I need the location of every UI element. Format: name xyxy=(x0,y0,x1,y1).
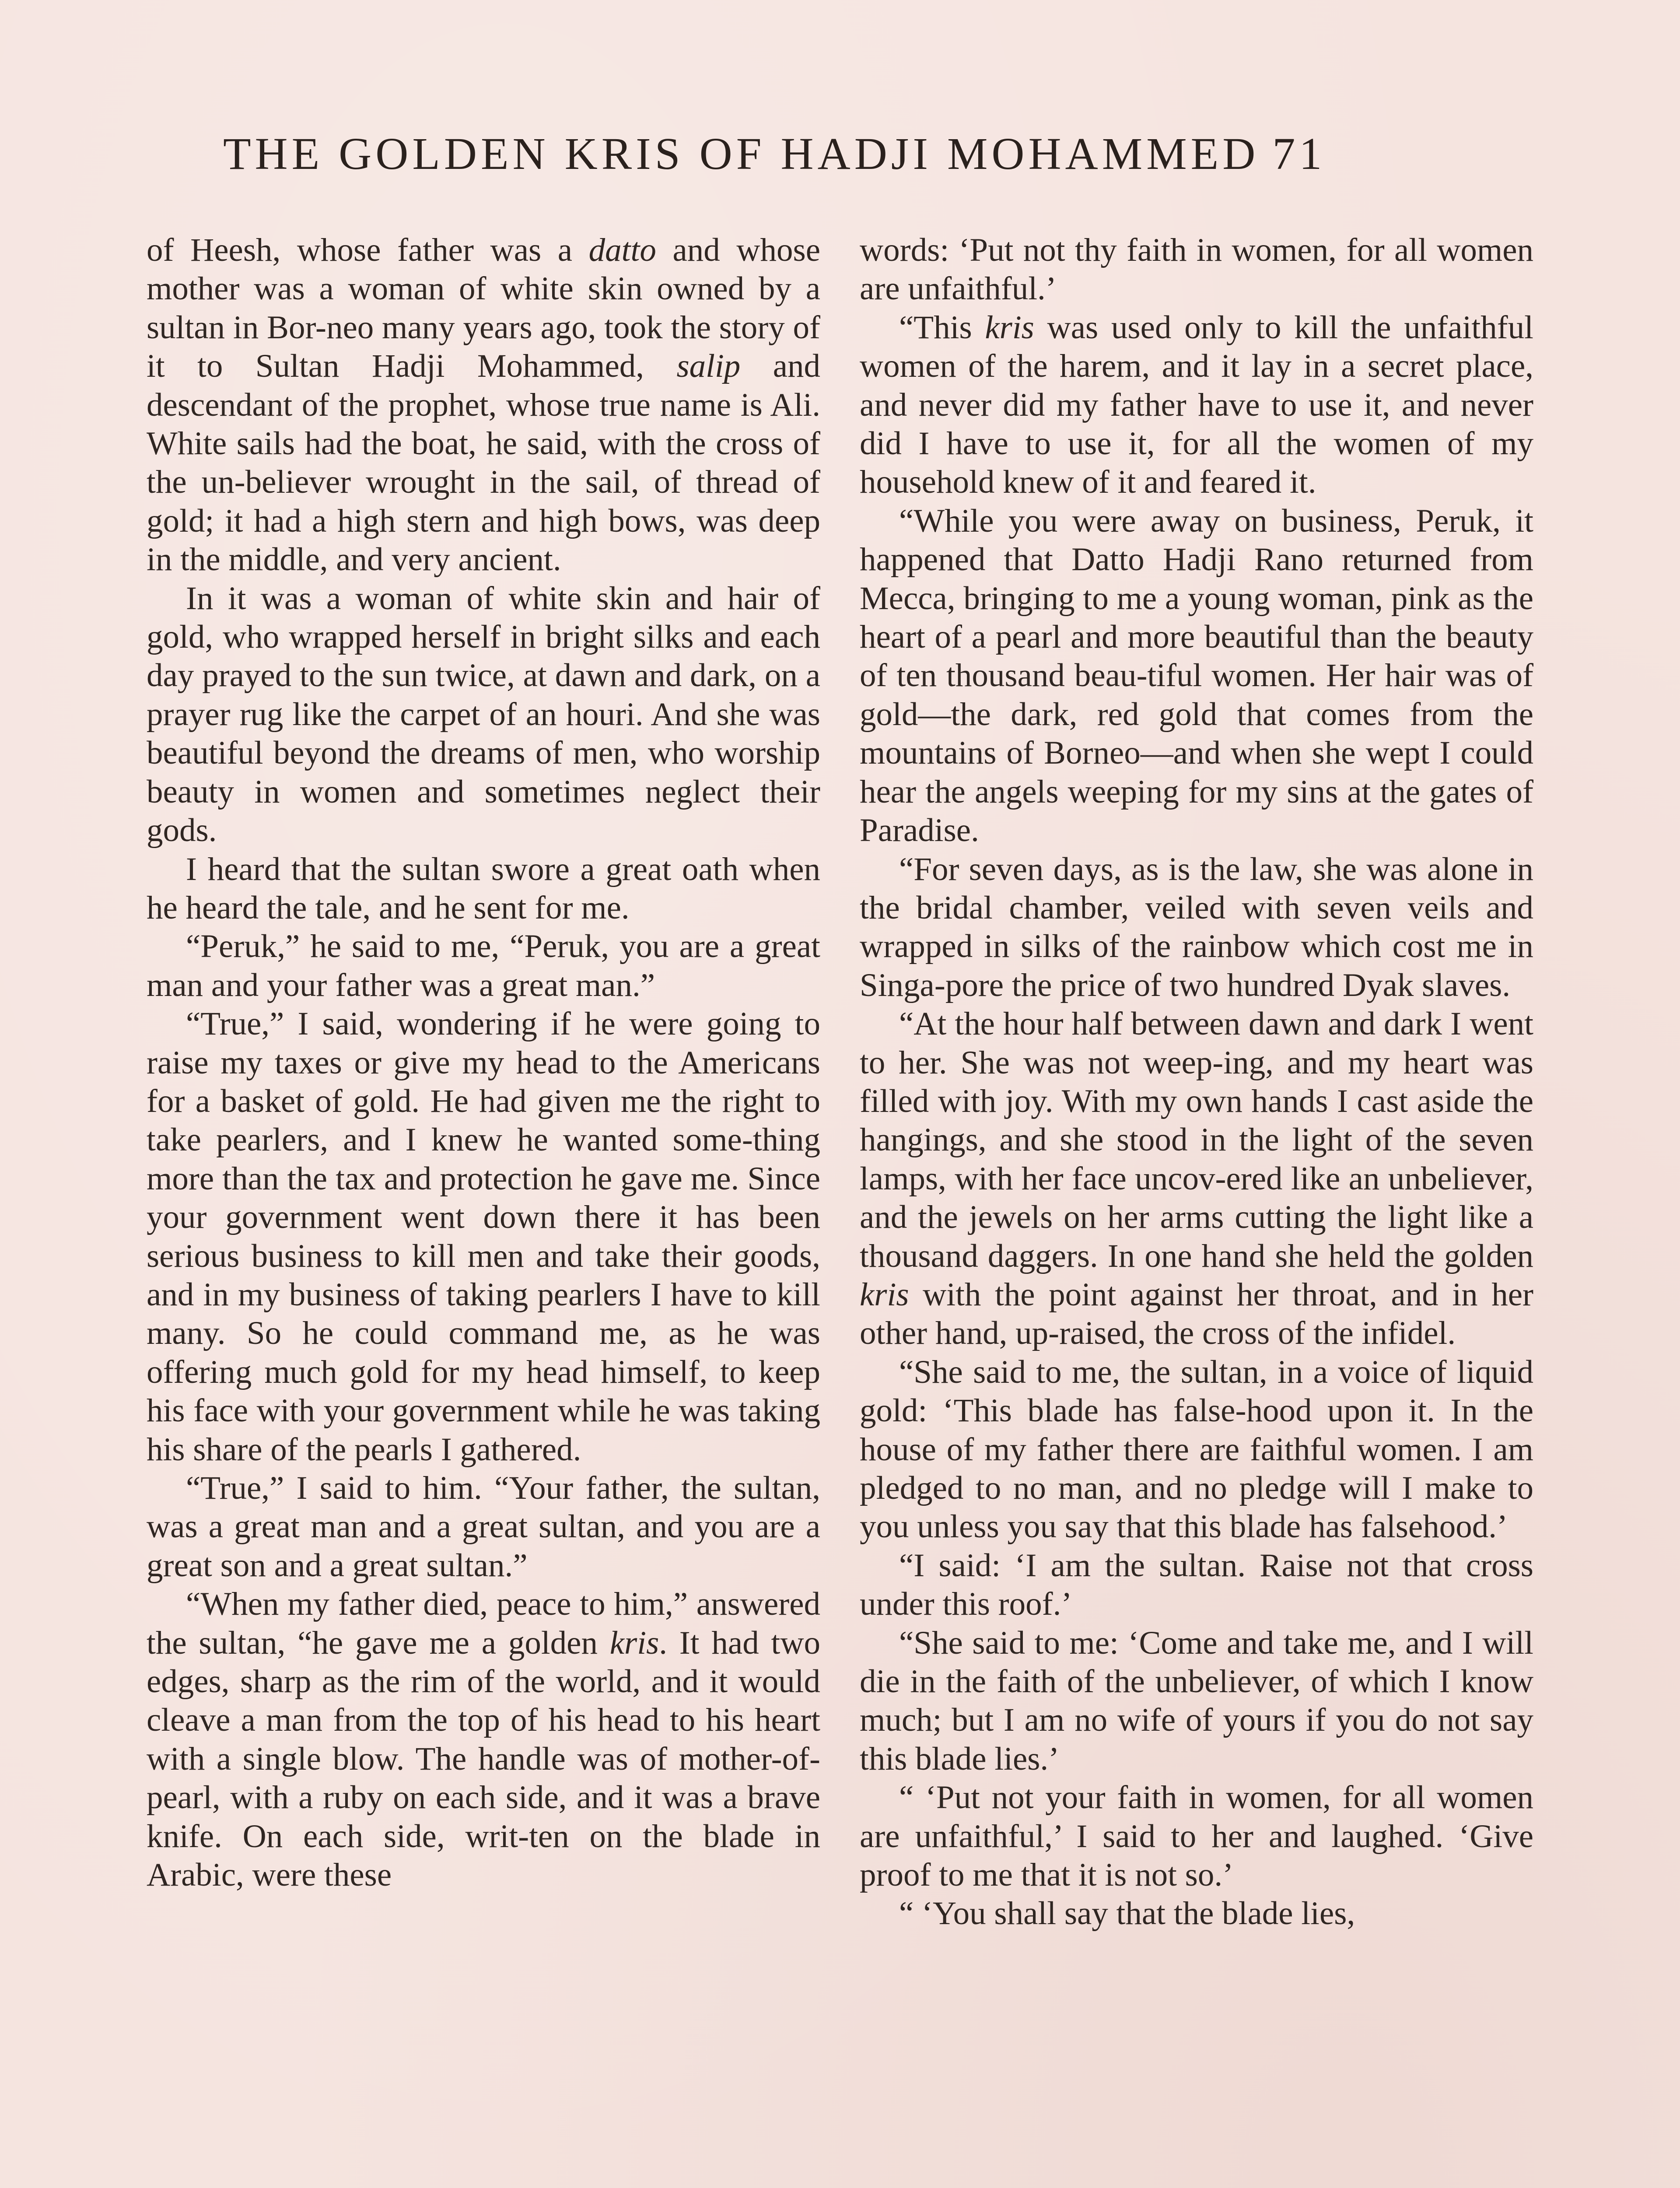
paragraph: “True,” I said, wondering if he were going to raise my taxes or give my head to the Americans for a basket of gold. He had given me the right to take pearlers, and I knew he wanted some-thing more than the tax and protection he gave me. Since your government went down there it has been serious business to kill men and take their goods, and in my business of taking pearlers I have to kill many. So he could command me, as he was offering much gold for my head himself, to keep his face with your government while he was taking his share of the pearls I gathered. xyxy=(147,1006,820,1468)
page-number: 71 xyxy=(1272,129,1326,179)
paragraph: “When my father died, peace to him,” answered the sultan, “he gave me a golden kris. It had two edges, sharp as the rim of the world, and it would cleave a man from the top of his head to his heart with a single blow. The handle was of mother-of-pearl, with a ruby on each side, and it was a brave knife. On each side, writ-ten on the blade in Arabic, were these xyxy=(147,1586,820,1893)
paragraph: “True,” I said to him. “Your father, the sultan, was a great man and a great sultan, and you are a great son and a great sultan.” xyxy=(147,1470,820,1584)
right-column xyxy=(860,231,1533,1933)
paragraph: “This kris was used only to kill the unfaithful women of the harem, and it lay in a secret place, and never did my father have to use it, and never did I have to use it, for all the women of my household knew of it and feared it. xyxy=(860,309,1533,501)
left-column xyxy=(147,231,820,1894)
paragraph: “She said to me: ‘Come and take me, and I will die in the faith of the unbeliever, of which I know much; but I am no wife of yours if you do not say this blade lies.’ xyxy=(860,1624,1533,1777)
paragraph: I heard that the sultan swore a great oath when he heard the tale, and he sent for me. xyxy=(147,851,820,926)
paragraph: of Heesh, whose father was a datto and whose mother was a woman of white skin owned by a sultan in Bor-neo many years ago, took the story of it to Sultan Hadji Mohammed, salip and descendant of the prophet, whose true name is Ali. White sails had the boat, he said, with the cross of the un-believer wrought in the sail, of thread of gold; it had a high stern and high bows, was deep in the middle, and very ancient. xyxy=(147,232,820,578)
page-title: THE GOLDEN KRIS OF HADJI MOHAMMED xyxy=(223,129,1260,179)
paragraph: In it was a woman of white skin and hair of gold, who wrapped herself in bright silks and each day prayed to the sun twice, at dawn and dark, on a prayer rug like the carpet of an houri. And she was beautiful beyond the dreams of men, who worship beauty in women and sometimes neglect their gods. xyxy=(147,580,820,849)
paragraph: “Peruk,” he said to me, “Peruk, you are a great man and your father was a great man.” xyxy=(147,928,820,1003)
paragraph: “For seven days, as is the law, she was alone in the bridal chamber, veiled with seven veils and wrapped in silks of the rainbow which cost me in Singa-pore the price of two hundred Dyak slaves. xyxy=(860,851,1533,1003)
running-head xyxy=(223,131,1536,177)
paragraph: words: ‘Put not thy faith in women, for all women are unfaithful.’ xyxy=(860,232,1533,307)
paragraph: “While you were away on business, Peruk, it happened that Datto Hadji Rano returned from Mecca, bringing to me a young woman, pink as the heart of a pearl and more beautiful than the beauty of ten thousand beau-tiful women. Her hair was of gold—the dark, red gold that comes from the mountains of Borneo—and when she wept I could hear the angels weeping for my sins at the gates of Paradise. xyxy=(860,502,1533,849)
paragraph: “ ‘Put not your faith in women, for all women are unfaithful,’ I said to her and laughed. ‘Give proof to me that it is not so.’ xyxy=(860,1779,1533,1893)
paragraph: “She said to me, the sultan, in a voice of liquid gold: ‘This blade has false-hood upon it. In the house of my father there are faithful women. I am pledged to no man, and no pledge will I make to you unless you say that this blade has falsehood.’ xyxy=(860,1353,1533,1545)
paragraph: “ ‘You shall say that the blade lies, xyxy=(899,1895,1355,1932)
paragraph: “At the hour half between dawn and dark I went to her. She was not weep-ing, and my heart was filled with joy. With my own hands I cast aside the hangings, and she stood in the light of the seven lamps, with her face uncov-ered like an unbeliever, and the jewels on her arms cutting the light like a thousand daggers. In one hand she held the golden kris with the point against her throat, and in her other hand, up-raised, the cross of the infidel. xyxy=(860,1006,1533,1352)
paragraph: “I said: ‘I am the sultan. Raise not that cross under this roof.’ xyxy=(860,1547,1533,1623)
